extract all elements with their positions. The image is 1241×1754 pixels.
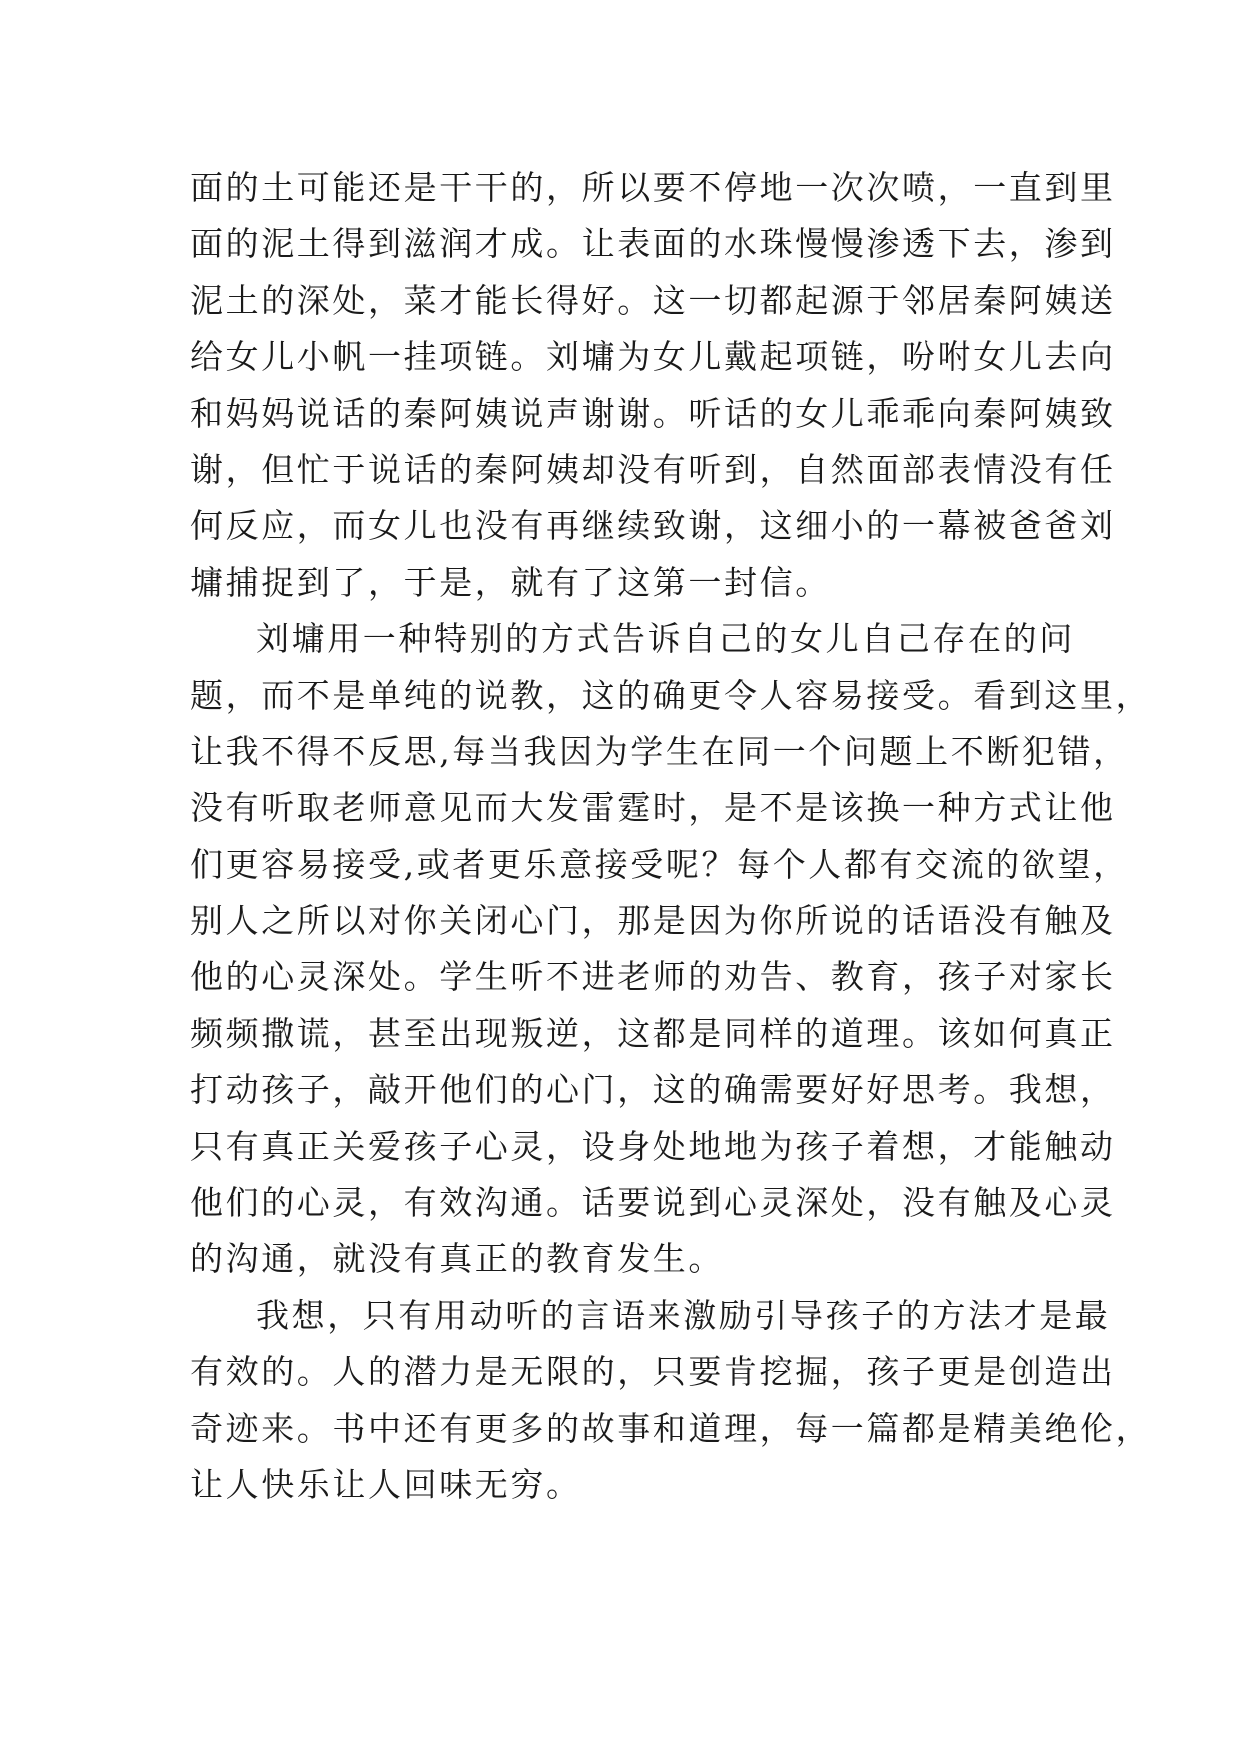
text-line: 别人之所以对你关闭心门，那是因为你所说的话语没有触及 [190, 901, 1116, 941]
text-line: 我想，只有用动听的言语来激励引导孩子的方法才是最 [256, 1295, 1111, 1335]
text-line: 泥土的深处，菜才能长得好。这一切都起源于邻居秦阿姨送 [190, 280, 1116, 320]
text-line: 有效的。人的潜力是无限的，只要肯挖掘，孩子更是创造出 [190, 1352, 1116, 1392]
paragraph-1 [190, 160, 1116, 611]
text-line: 奇迹来。书中还有更多的故事和道理，每一篇都是精美绝伦， [190, 1408, 1152, 1448]
text-line: 面的土可能还是干干的，所以要不停地一次次喷，一直到里 [190, 168, 1116, 207]
text-line: 和妈妈说话的秦阿姨说声谢谢。听话的女儿乖乖向秦阿姨致 [190, 393, 1116, 433]
text-line: 给女儿小帆一挂项链。刘墉为女儿戴起项链，吩咐女儿去向 [190, 337, 1116, 377]
text-line: 让我不得不反思,每当我因为学生在同一个问题上不断犯错， [190, 731, 1129, 771]
text-line: 谢，但忙于说话的秦阿姨却没有听到，自然面部表情没有任 [190, 449, 1116, 489]
paragraph-3 [190, 1288, 1152, 1514]
text-line: 刘墉用一种特别的方式告诉自己的女儿自己存在的问 [256, 619, 1075, 659]
text-line: 让人快乐让人回味无穷。 [190, 1464, 582, 1504]
document-body [190, 160, 1152, 1513]
text-line: 他的心灵深处。学生听不进老师的劝告、教育，孩子对家长 [190, 957, 1116, 997]
text-line: 他们的心灵，有效沟通。话要说到心灵深处，没有触及心灵 [190, 1183, 1116, 1223]
text-line: 面的泥土得到滋润才成。让表面的水珠慢慢渗透下去，渗到 [190, 224, 1116, 264]
text-line: 没有听取老师意见而大发雷霆时，是不是该换一种方式让他 [190, 788, 1116, 828]
text-line: 题，而不是单纯的说教，这的确更令人容易接受。看到这里， [190, 675, 1152, 715]
text-line: 只有真正关爱孩子心灵，设身处地地为孩子着想，才能触动 [190, 1126, 1116, 1166]
text-line: 何反应，而女儿也没有再继续致谢，这细小的一幕被爸爸刘 [190, 506, 1116, 546]
text-line: 墉捕捉到了，于是，就有了这第一封信。 [190, 562, 831, 602]
paragraph-2 [190, 611, 1152, 1288]
text-line: 的沟通，就没有真正的教育发生。 [190, 1239, 724, 1279]
text-line: 们更容易接受,或者更乐意接受呢？每个人都有交流的欲望， [190, 844, 1129, 884]
text-line: 打动孩子，敲开他们的心门，这的确需要好好思考。我想， [190, 1070, 1116, 1110]
text-line: 频频撒谎，甚至出现叛逆，这都是同样的道理。该如何真正 [190, 1013, 1116, 1053]
